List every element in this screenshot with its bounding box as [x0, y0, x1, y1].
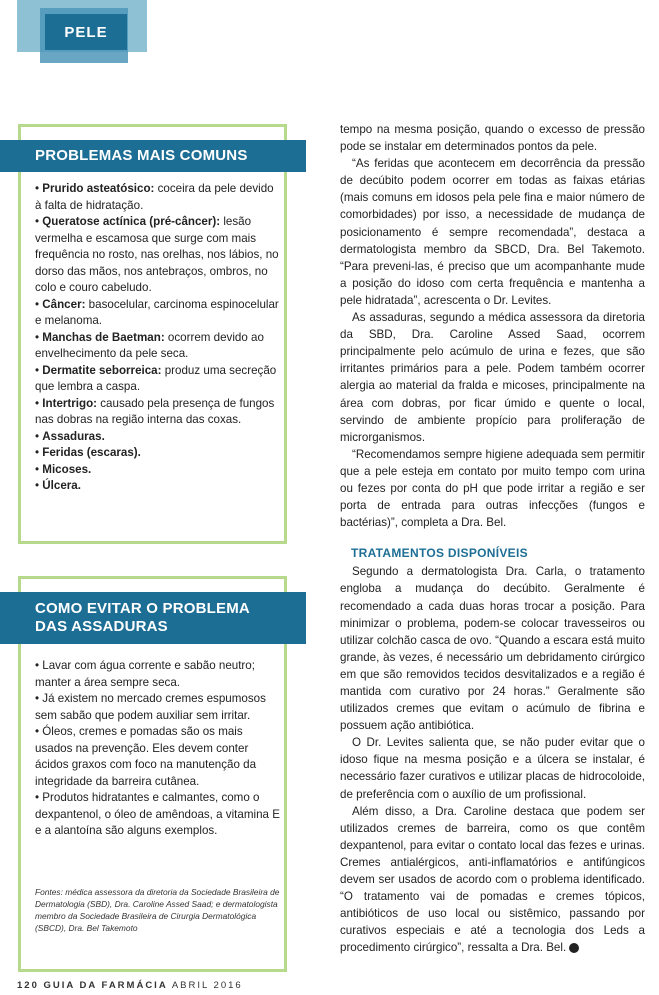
- paragraph: O Dr. Levites salienta que, se não puder evitar que o idoso fique na mesma posição e a úlcera se instalar, é necessário fazer curativos e utilizar placas de hidrocoloide, de preferência com o auxílio de um profissional.: [340, 736, 645, 801]
- list-item: • Já existem no mercado cremes espumosos sem sabão que podem auxiliar sem irritar.: [35, 692, 266, 722]
- page-footer: [17, 980, 243, 991]
- list-item: • Queratose actínica (pré-câncer): lesão vermelha e escamosa que surge com mais frequência no rosto, nas orelhas, nos lábios, no dorso das mãos, nos antebraços, ombros, no colo e couro cabeludo.: [35, 215, 279, 294]
- list-item: • Assaduras.: [35, 429, 105, 443]
- list-item: • Produtos hidratantes e calmantes, como o dexpantenol, o óleo de amêndoas, a vitamina E e a alantoína são alguns exemplos.: [35, 791, 280, 837]
- list-item: • Lavar com água corrente e sabão neutro; manter a área sempre seca.: [35, 659, 255, 689]
- paragraph: [340, 803, 645, 957]
- paragraph: As assaduras, segundo a médica assessora da diretoria da SBD, Dra. Caroline Assed Saad, ocorrem principalmente pelo acúmulo de urina e fezes, que são irritantes primários para a pele. Podem também ocorrer alergia ao material da fralda e micoses, principalmente na área com dobras, por ficar úmido e quente o local, servindo de ambiente propício para proliferação de microrganismos.: [340, 311, 645, 444]
- article-body: [340, 121, 645, 957]
- issue-date: ABRIL 2016: [171, 980, 243, 991]
- list-item: • Intertrigo: causado pela presença de fungos nas dobras na região interna das coxas.: [35, 396, 275, 426]
- paragraph: Segundo a dermatologista Dra. Carla, o tratamento engloba a mudança do decúbito. Geralmente é recomendado a cada duas horas trocar a posição. Para minimizar o problema, podem-se colocar travesseiros ou utilizar colchão casca de ovo. “Quando a escara está muito grande, às vezes, é necessário um debridamento cirúrgico em que são removidos tecidos desvitalizados e a região é mantida com curativo por 24 horas.” Geralmente são utilizados cremes que evitam o acúmulo de fibrina e possuem ação antibiótica.: [340, 565, 645, 733]
- common-problems-list: [35, 181, 280, 495]
- subheading: TRATAMENTOS DISPONÍVEIS: [351, 546, 528, 561]
- prevention-title: [0, 592, 306, 644]
- list-item: • Feridas (escaras).: [35, 446, 141, 459]
- paragraph: “Recomendamos sempre higiene adequada sem permitir que a pele esteja em contato por muito tempo com urina ou fezes por conta do pH que pode irritar a região e ser porta de entrada para outras infecções (fungos e bactérias)”, completa a Dra. Bel.: [340, 447, 645, 530]
- list-item: • Micoses.: [35, 462, 92, 476]
- prevention-list: [35, 658, 280, 840]
- list-item: • Dermatite seborreica: produz uma secreção que lembra a caspa.: [35, 363, 277, 393]
- list-item: • Óleos, cremes e pomadas são os mais usados na prevenção. Eles devem conter ácidos graxos com foco na manutenção da integridade da barreira cutânea.: [35, 725, 257, 788]
- list-item: • Prurido asteatósico: coceira da pele devido à falta de hidratação.: [35, 182, 274, 212]
- paragraph: tempo na mesma posição, quando o excesso de pressão pode se instalar em determinados pontos da pele.: [340, 123, 645, 154]
- page-number: 120: [17, 980, 39, 991]
- prevention-title-line2: DAS ASSADURAS: [35, 618, 168, 635]
- list-item: • Úlcera.: [35, 479, 81, 492]
- section-label: PELE: [45, 14, 127, 50]
- common-problems-title: PROBLEMAS MAIS COMUNS: [0, 140, 306, 172]
- prevention-title-line1: COMO EVITAR O PROBLEMA: [35, 600, 250, 617]
- list-item: • Câncer: basocelular, carcinoma espinocelular e melanoma.: [35, 297, 279, 327]
- paragraph: “As feridas que acontecem em decorrência da pressão de decúbito podem ocorrer em todas as faixas etárias (mais comuns em idosos pela pele fina e maior número de comorbidades) por isso, a necessidade de mudança de posicionamento é sempre recomendada”, destaca a dermatologista membro da SBCD, Dra. Bel Takemoto. “Para preveni-las, é preciso que um acompanhante mude a posição do idoso com certa frequência e mantenha a pele hidratada”, acrescenta o Dr. Levites.: [340, 157, 645, 307]
- paragraph-text: Além disso, a Dra. Caroline destaca que podem ser utilizados cremes de barreira, como os que contêm dexpantenol, para evitar o contato local das fezes e urinas. Cremes antialérgicos, anti-inflamatórios e antifúngicos devem ser usados de acordo com o problema identificado. “O tratamento vai de pomadas e cremes tópicos, antibióticos de uso local ou sistêmico, passando por curativos especiais e até a tecnologia dos Leds a procedimento cirúrgico”, ressalta a Dra. Bel.: [340, 804, 645, 955]
- magazine-name: GUIA DA FARMÁCIA: [43, 980, 168, 991]
- end-mark-icon: ✚: [569, 943, 579, 953]
- list-item: • Manchas de Baetman: ocorrem devido ao envelhecimento da pele seca.: [35, 330, 264, 360]
- sources-note: Fontes: médica assessora da diretoria da Sociedade Brasileira de Dermatologia (SBD), Dra. Caroline Assed Saad; e dermatologista membro da Sociedade Brasileira de Cirurgia Dermatológica (SBCD), Dra. Bel Takemoto: [35, 887, 280, 933]
